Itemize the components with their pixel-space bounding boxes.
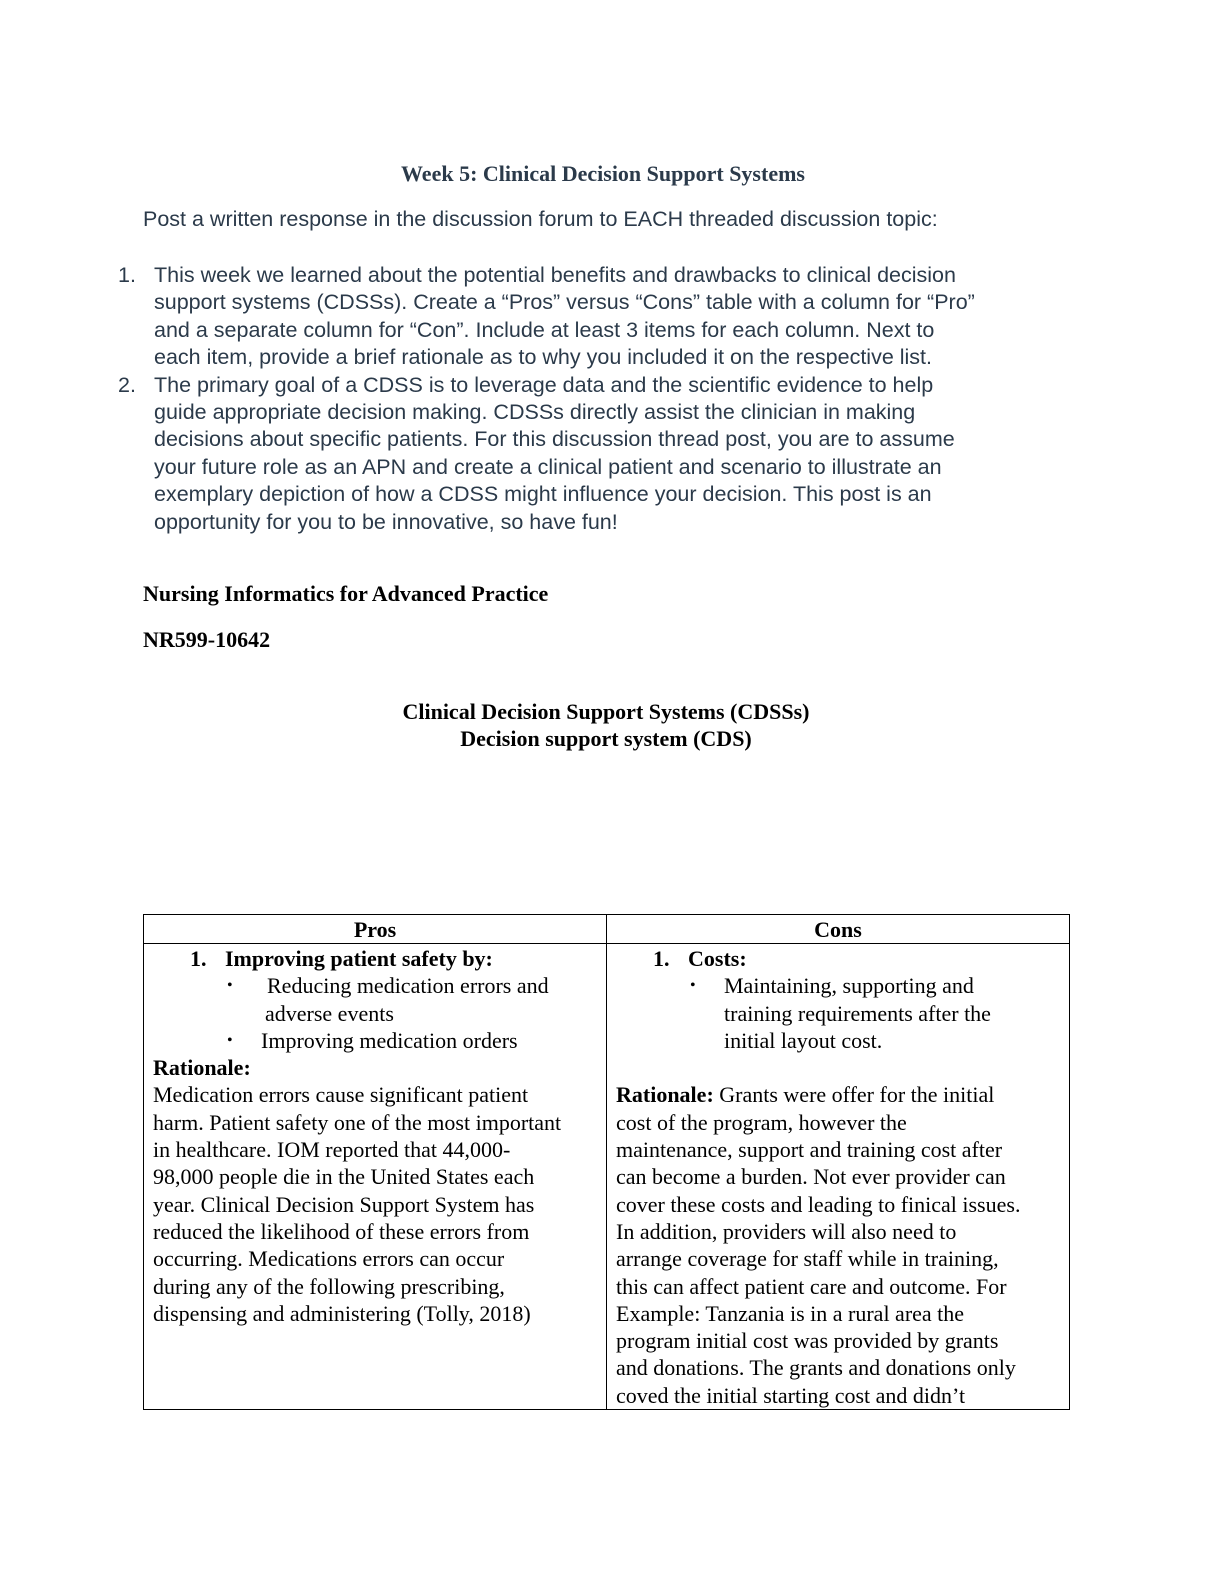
header-divider [144,943,1069,944]
bullet-line: initial layout cost. [724,1027,883,1053]
pros-bullet-list [153,972,601,1054]
rationale-line: during any of the following prescribing, [153,1273,505,1299]
prompt-line: each item, provide a brief rationale as to why you included it on the respective list. [154,345,932,370]
bullet-line: Reducing medication errors and [267,973,549,999]
prompt-line: support systems (CDSSs). Create a “Pros” versus “Cons” table with a column for “Pro” [154,290,975,315]
bullet-line: adverse events [265,1000,394,1026]
pros-cons-table [143,914,1070,1410]
pros-column-header: Pros [353,917,397,942]
rationale-line: arrange coverage for staff while in training, [616,1246,999,1272]
pros-item-number: 1. [190,946,207,971]
prompt-line: This week we learned about the potential benefits and drawbacks to clinical decision [154,263,956,287]
bullet-icon: • [227,977,233,995]
rationale-line: maintenance, support and training cost after [616,1137,1003,1163]
table-heading-line: Clinical Decision Support Systems (CDSSs) [402,699,810,724]
rationale-line: cover these costs and leading to finical issues. [616,1191,1021,1217]
rationale-line: coved the initial starting cost and didn’t [616,1382,966,1408]
rationale-first-line [616,1081,1066,1108]
prompt-line: guide appropriate decision making. CDSSs directly assist the clinician in making [154,400,916,425]
prompt-line: exemplary depiction of how a CDSS might influence your decision. This post is an [154,482,932,507]
rationale-line: occurring. Medications errors can occur [153,1246,505,1272]
prompt-number: 1. [118,263,136,287]
pros-item-heading [153,945,601,972]
cons-bullet-list [616,972,1066,1054]
cons-cell [616,945,1066,1409]
bullet-line: Maintaining, supporting and [724,973,974,999]
table-heading-line: Decision support system (CDS) [460,726,752,751]
prompt-line: your future role as an APN and create a clinical patient and scenario to illustrate an [154,454,942,479]
rationale-line: 98,000 people die in the United States each [153,1164,535,1190]
prompt-line: and a separate column for “Con”. Include at least 3 items for each column. Next to [154,317,935,342]
bullet-line: training requirements after the [724,1000,991,1026]
page-title: Week 5: Clinical Decision Support Systems [401,161,805,186]
cons-item-number: 1. [653,946,670,971]
prompt-line: opportunity for you to be innovative, so have fun! [154,509,618,534]
rationale-line: cost of the program, however the [616,1109,907,1135]
rationale-line: Grants were offer for the initial [713,1082,995,1108]
cons-item-title: Costs: [688,946,747,971]
rationale-line: reduced the likelihood of these errors from [153,1218,530,1244]
prompt-number: 2. [118,372,136,397]
bullet-icon: • [690,977,696,995]
cons-column-header: Cons [814,917,862,942]
column-divider [606,915,607,1409]
course-code: NR599-10642 [143,627,271,652]
pros-rationale-label: Rationale: [153,1055,251,1081]
rationale-line: dispensing and administering (Tolly, 2018) [153,1300,531,1326]
rationale-line: program initial cost was provided by grants [616,1328,999,1354]
rationale-line: can become a burden. Not ever provider can [616,1164,1006,1190]
rationale-line: and donations. The grants and donations only [616,1355,1016,1381]
bullet-icon: • [227,1031,233,1049]
prompt-line: The primary goal of a CDSS is to leverage data and the scientific evidence to help [154,372,934,397]
list-item [616,972,1066,1054]
pros-rationale-text [153,1081,601,1327]
prompt-item-2 [118,372,1078,536]
table-heading [0,698,1212,752]
list-item [153,1027,601,1054]
list-item [153,972,601,1027]
spacer [616,1054,1066,1081]
bullet-line: Improving medication orders [261,1027,518,1053]
rationale-line: this can affect patient care and outcome. For [616,1273,1007,1299]
cons-item-heading [616,945,1066,972]
prompt-item-1 [118,262,1078,372]
cons-rationale-text [616,1081,1066,1409]
rationale-line: year. Clinical Decision Support System has [153,1191,535,1217]
rationale-line: Medication errors cause significant patient [153,1082,529,1108]
cons-rationale-label: Rationale: [616,1082,714,1108]
pros-cell [153,945,601,1327]
rationale-line: In addition, providers will also need to [616,1218,957,1244]
course-title: Nursing Informatics for Advanced Practice [143,581,549,606]
rationale-line: harm. Patient safety one of the most important [153,1109,562,1135]
discussion-prompt-list [118,262,1078,536]
prompt-line: decisions about specific patients. For this discussion thread post, you are to assume [154,427,955,452]
pros-item-title: Improving patient safety by: [225,946,493,971]
rationale-line: Example: Tanzania is in a rural area the [616,1300,965,1326]
intro-instruction: Post a written response in the discussion forum to EACH threaded discussion topic: [143,207,938,231]
rationale-line: in healthcare. IOM reported that 44,000- [153,1137,511,1163]
